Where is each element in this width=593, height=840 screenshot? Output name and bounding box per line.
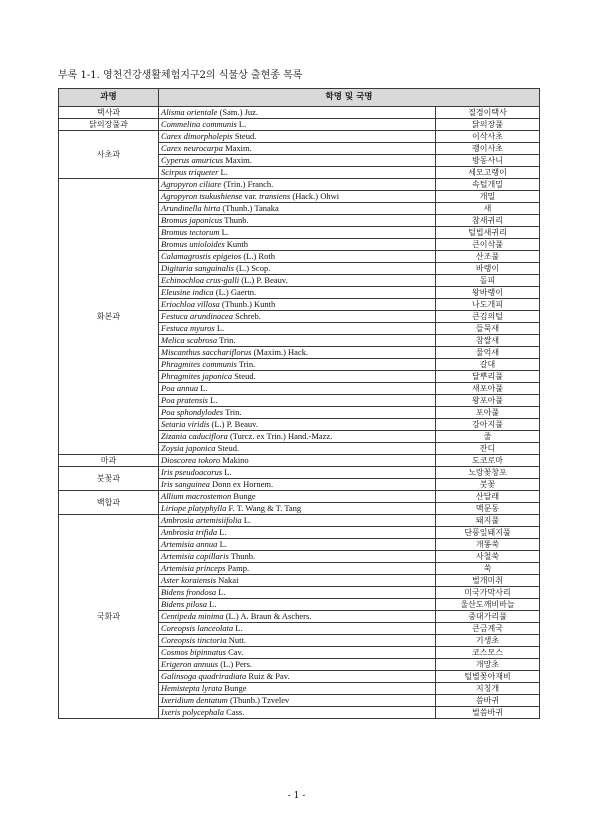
- korean-name-cell: 새: [436, 203, 540, 215]
- korean-name-cell: 달뿌리풀: [436, 371, 540, 383]
- scientific-name-cell: [159, 563, 436, 575]
- species-epithet: Poa pratensis: [161, 395, 208, 405]
- table-row: [59, 515, 540, 527]
- author-citation: Steud.: [234, 371, 256, 381]
- korean-name-cell: 왕포아풀: [436, 395, 540, 407]
- author-citation: (Turcz. ex Trin.) Hand.-Mazz.: [229, 431, 333, 441]
- author-citation: L.: [220, 167, 228, 177]
- korean-name-cell: 큰금계국: [436, 623, 540, 635]
- species-table: [58, 88, 540, 719]
- korean-name-cell: 잔디: [436, 443, 540, 455]
- author-citation: Nakai: [218, 575, 239, 585]
- korean-name-cell: 방동사니: [436, 155, 540, 167]
- korean-name-cell: 단풍잎돼지풀: [436, 527, 540, 539]
- scientific-name-cell: [159, 707, 436, 719]
- infraspecific-epithet: transiens: [259, 191, 291, 201]
- korean-name-cell: 돌피: [436, 275, 540, 287]
- scientific-name-cell: [159, 335, 436, 347]
- species-epithet: Iris sanguinea: [161, 479, 210, 489]
- korean-name-cell: 지칭개: [436, 683, 540, 695]
- header-name: 학명 및 국명: [159, 89, 540, 107]
- korean-name-cell: 개밀: [436, 191, 540, 203]
- species-epithet: Liriope platyphylla: [161, 503, 227, 513]
- author-citation: Trin.: [225, 407, 242, 417]
- table-header-row: [59, 89, 540, 107]
- species-epithet: Festuca arundinacea: [161, 311, 233, 321]
- species-epithet: Setaria viridis: [161, 419, 210, 429]
- author-citation: Kunth: [226, 239, 249, 249]
- korean-name-cell: 갈대: [436, 359, 540, 371]
- korean-name-cell: 질경이택사: [436, 107, 540, 119]
- species-epithet: Zoysia japonica: [161, 443, 216, 453]
- korean-name-cell: 줄: [436, 431, 540, 443]
- family-cell: 사초과: [59, 131, 159, 179]
- species-epithet: Arundinella hirta: [161, 203, 221, 213]
- species-epithet: Bromus unioloides: [161, 239, 225, 249]
- korean-name-cell: 개망초: [436, 659, 540, 671]
- author-citation: (Thunb.) Tanaka: [222, 203, 279, 213]
- author-citation: Cav.: [228, 647, 244, 657]
- author-citation: (L.) P. Beauv.: [241, 275, 288, 285]
- scientific-name-cell: [159, 647, 436, 659]
- table-row: [59, 467, 540, 479]
- species-epithet: Ambrosia trifida: [161, 527, 218, 537]
- scientific-name-cell: [159, 239, 436, 251]
- author-citation: Cass.: [226, 707, 245, 717]
- author-citation: Nutt.: [228, 635, 246, 645]
- species-epithet: Bromus japonicus: [161, 215, 223, 225]
- author-citation: F. T. Wang & T. Tang: [228, 503, 302, 513]
- scientific-name-cell: [159, 527, 436, 539]
- korean-name-cell: 포아풀: [436, 407, 540, 419]
- scientific-name-cell: [159, 251, 436, 263]
- species-epithet: Artemisia annua: [161, 539, 218, 549]
- author-citation: (L.) Roth: [243, 251, 275, 261]
- korean-name-cell: 털별꽃아재비: [436, 671, 540, 683]
- scientific-name-cell: [159, 167, 436, 179]
- author-citation: Thunb.: [230, 551, 256, 561]
- korean-name-cell: 왕바랭이: [436, 287, 540, 299]
- author-citation: (L.) P. Beauv.: [211, 419, 258, 429]
- species-epithet: Ixeris polycephala: [161, 707, 225, 717]
- korean-name-cell: 벌씀바귀: [436, 707, 540, 719]
- author-citation: (Thunb.) Tzvelev: [229, 695, 290, 705]
- family-cell: 마과: [59, 455, 159, 467]
- korean-name-cell: 닭의장풀: [436, 119, 540, 131]
- author-citation: Bunge: [233, 491, 256, 501]
- table-row: [59, 455, 540, 467]
- species-epithet: Bidens pilosa: [161, 599, 208, 609]
- author-citation: L.: [243, 515, 252, 525]
- species-epithet: Cyperus amuricus: [161, 155, 224, 165]
- scientific-name-cell: [159, 695, 436, 707]
- scientific-name-cell: [159, 131, 436, 143]
- species-epithet: Zizania caduciflora: [161, 431, 228, 441]
- scientific-name-cell: [159, 683, 436, 695]
- author-citation: (L.) Gaertn.: [215, 287, 257, 297]
- scientific-name-cell: [159, 407, 436, 419]
- korean-name-cell: 바랭이: [436, 263, 540, 275]
- table-row: [59, 491, 540, 503]
- korean-name-cell: 참쌀새: [436, 335, 540, 347]
- species-epithet: Phragmites japonica: [161, 371, 233, 381]
- korean-name-cell: 새포아풀: [436, 383, 540, 395]
- species-epithet: Ambrosia artemisiifolia: [161, 515, 242, 525]
- scientific-name-cell: [159, 539, 436, 551]
- author-citation: (L.) Pers.: [220, 659, 253, 669]
- scientific-name-cell: [159, 275, 436, 287]
- korean-name-cell: 울산도깨비바늘: [436, 599, 540, 611]
- family-cell: 국화과: [59, 515, 159, 719]
- species-epithet: Miscanthus sacchariflorus: [161, 347, 252, 357]
- species-epithet: Aster koraiensis: [161, 575, 217, 585]
- species-epithet: Agropyron ciliare: [161, 179, 222, 189]
- korean-name-cell: 세모고랭이: [436, 167, 540, 179]
- scientific-name-cell: [159, 623, 436, 635]
- korean-name-cell: 사철쑥: [436, 551, 540, 563]
- table-row: [59, 179, 540, 191]
- scientific-name-cell: [159, 671, 436, 683]
- family-cell: 택사과: [59, 107, 159, 119]
- scientific-name-cell: [159, 359, 436, 371]
- species-epithet: Melica scabrosa: [161, 335, 218, 345]
- table-caption: 부록 1-1. 영천건강생활체험지구2의 식물상 출현종 목록: [58, 70, 303, 81]
- species-epithet: Coreopsis lanceolata: [161, 623, 234, 633]
- author-citation: Donn ex Hornem.: [212, 479, 274, 489]
- scientific-name-cell: [159, 659, 436, 671]
- scientific-name-cell: [159, 179, 436, 191]
- scientific-name-cell: [159, 323, 436, 335]
- species-epithet: Allium macrostemon: [161, 491, 232, 501]
- scientific-name-cell: [159, 383, 436, 395]
- rank-marker: var.: [244, 191, 257, 201]
- scientific-name-cell: [159, 515, 436, 527]
- korean-name-cell: 개똥쑥: [436, 539, 540, 551]
- korean-name-cell: 참새귀리: [436, 215, 540, 227]
- author-citation: Maxim.: [225, 155, 252, 165]
- scientific-name-cell: [159, 455, 436, 467]
- species-epithet: Hemistepta lyrata: [161, 683, 223, 693]
- scientific-name-cell: [159, 443, 436, 455]
- author-citation: (Thunb.) Kunth: [221, 299, 276, 309]
- scientific-name-cell: [159, 503, 436, 515]
- author-citation: Makino: [222, 455, 249, 465]
- species-epithet: Alisma orientale: [161, 107, 218, 117]
- author-citation: Schreb.: [235, 311, 261, 321]
- author-citation: Trin.: [238, 359, 256, 369]
- author-citation: (Maxim.) Hack.: [253, 347, 309, 357]
- species-epithet: Echinochloa crus-galli: [161, 275, 240, 285]
- table-row: [59, 131, 540, 143]
- author-citation: L.: [216, 323, 225, 333]
- table-row: [59, 107, 540, 119]
- scientific-name-cell: [159, 491, 436, 503]
- scientific-name-cell: [159, 479, 436, 491]
- author-citation: (Trin.) Franch.: [223, 179, 274, 189]
- scientific-name-cell: [159, 191, 436, 203]
- author-citation: Trin.: [219, 335, 236, 345]
- scientific-name-cell: [159, 311, 436, 323]
- scientific-name-cell: [159, 419, 436, 431]
- scientific-name-cell: [159, 611, 436, 623]
- author-citation: L.: [218, 587, 226, 597]
- species-epithet: Phragmites communis: [161, 359, 237, 369]
- author-citation: (Hack.) Ohwi: [292, 191, 340, 201]
- species-epithet: Dioscorea tokoro: [161, 455, 221, 465]
- scientific-name-cell: [159, 263, 436, 275]
- author-citation: L.: [235, 623, 243, 633]
- scientific-name-cell: [159, 107, 436, 119]
- author-citation: L.: [200, 383, 208, 393]
- korean-name-cell: 노랑꽃창포: [436, 467, 540, 479]
- korean-name-cell: 나도개피: [436, 299, 540, 311]
- author-citation: (L.) A. Braun & Aschers.: [225, 611, 312, 621]
- scientific-name-cell: [159, 599, 436, 611]
- scientific-name-cell: [159, 287, 436, 299]
- scientific-name-cell: [159, 371, 436, 383]
- korean-name-cell: 벌개미취: [436, 575, 540, 587]
- korean-name-cell: 큰김의털: [436, 311, 540, 323]
- scientific-name-cell: [159, 203, 436, 215]
- scientific-name-cell: [159, 347, 436, 359]
- family-cell: 백합과: [59, 491, 159, 515]
- species-epithet: Erigeron annuus: [161, 659, 219, 669]
- author-citation: L.: [219, 527, 227, 537]
- scientific-name-cell: [159, 587, 436, 599]
- scientific-name-cell: [159, 155, 436, 167]
- author-citation: Thunb.: [224, 215, 249, 225]
- korean-name-cell: 씀바귀: [436, 695, 540, 707]
- species-epithet: Digitaria sanguinalis: [161, 263, 234, 273]
- author-citation: Ruiz & Pav.: [248, 671, 290, 681]
- scientific-name-cell: [159, 227, 436, 239]
- korean-name-cell: 기생초: [436, 635, 540, 647]
- author-citation: L.: [210, 395, 218, 405]
- species-epithet: Agropyron tsukushiense: [161, 191, 243, 201]
- korean-name-cell: 코스모스: [436, 647, 540, 659]
- korean-name-cell: 산달래: [436, 491, 540, 503]
- header-family: 과명: [59, 89, 159, 107]
- scientific-name-cell: [159, 143, 436, 155]
- author-citation: Maxim.: [225, 143, 252, 153]
- author-citation: Steud.: [234, 131, 257, 141]
- species-epithet: Centipeda minima: [161, 611, 224, 621]
- scientific-name-cell: [159, 575, 436, 587]
- species-epithet: Carex dimorpholepis: [161, 131, 233, 141]
- korean-name-cell: 돼지풀: [436, 515, 540, 527]
- author-citation: L.: [224, 467, 232, 477]
- family-cell: 붓꽃과: [59, 467, 159, 491]
- author-citation: Bunge: [224, 683, 247, 693]
- korean-name-cell: 붓꽃: [436, 479, 540, 491]
- species-epithet: Bromus tectorum: [161, 227, 220, 237]
- korean-name-cell: 산조풀: [436, 251, 540, 263]
- family-cell: 닭의장풀과: [59, 119, 159, 131]
- korean-name-cell: 큰이삭풀: [436, 239, 540, 251]
- species-epithet: Poa annua: [161, 383, 199, 393]
- author-citation: Pamp.: [227, 563, 250, 573]
- species-epithet: Cosmos bipinnatus: [161, 647, 226, 657]
- author-citation: L.: [238, 119, 247, 129]
- species-epithet: Iris pseudoacorus: [161, 467, 223, 477]
- korean-name-cell: 쑥: [436, 563, 540, 575]
- author-citation: L.: [209, 599, 217, 609]
- scientific-name-cell: [159, 215, 436, 227]
- scientific-name-cell: [159, 119, 436, 131]
- species-epithet: Coreopsis tinctoria: [161, 635, 227, 645]
- species-epithet: Artemisia princeps: [161, 563, 226, 573]
- korean-name-cell: 미국가막사리: [436, 587, 540, 599]
- scientific-name-cell: [159, 635, 436, 647]
- author-citation: L.: [221, 227, 229, 237]
- korean-name-cell: 중대가리풀: [436, 611, 540, 623]
- species-epithet: Artemisia capillaris: [161, 551, 229, 561]
- family-cell: 화본과: [59, 179, 159, 455]
- species-epithet: Carex neurocarpa: [161, 143, 223, 153]
- korean-name-cell: 맥문동: [436, 503, 540, 515]
- korean-name-cell: 괭이사초: [436, 143, 540, 155]
- author-citation: L.: [219, 539, 227, 549]
- korean-name-cell: 도코로마: [436, 455, 540, 467]
- species-epithet: Eleusine indica: [161, 287, 214, 297]
- scientific-name-cell: [159, 467, 436, 479]
- scientific-name-cell: [159, 395, 436, 407]
- species-epithet: Ixeridium dentatum: [161, 695, 228, 705]
- author-citation: Steud.: [217, 443, 240, 453]
- author-citation: (Sam.) Juz.: [219, 107, 259, 117]
- korean-name-cell: 물억새: [436, 347, 540, 359]
- scientific-name-cell: [159, 551, 436, 563]
- korean-name-cell: 털빕새귀리: [436, 227, 540, 239]
- scientific-name-cell: [159, 299, 436, 311]
- species-epithet: Scirpus triqueter: [161, 167, 219, 177]
- table-body: [59, 107, 540, 719]
- species-epithet: Bidens frondosa: [161, 587, 217, 597]
- species-epithet: Calamagrostis epigeios: [161, 251, 242, 261]
- species-epithet: Eriochloa villosa: [161, 299, 220, 309]
- species-epithet: Commelina communis: [161, 119, 237, 129]
- table-row: [59, 119, 540, 131]
- korean-name-cell: 속털개밀: [436, 179, 540, 191]
- author-citation: (L.) Scop.: [236, 263, 271, 273]
- scientific-name-cell: [159, 431, 436, 443]
- species-epithet: Poa sphondylodes: [161, 407, 224, 417]
- korean-name-cell: 이삭사초: [436, 131, 540, 143]
- korean-name-cell: 강아지풀: [436, 419, 540, 431]
- species-epithet: Galinsoga quadriradiata: [161, 671, 247, 681]
- page-number: - 1 -: [287, 791, 306, 801]
- korean-name-cell: 들묵새: [436, 323, 540, 335]
- species-epithet: Festuca myuros: [161, 323, 215, 333]
